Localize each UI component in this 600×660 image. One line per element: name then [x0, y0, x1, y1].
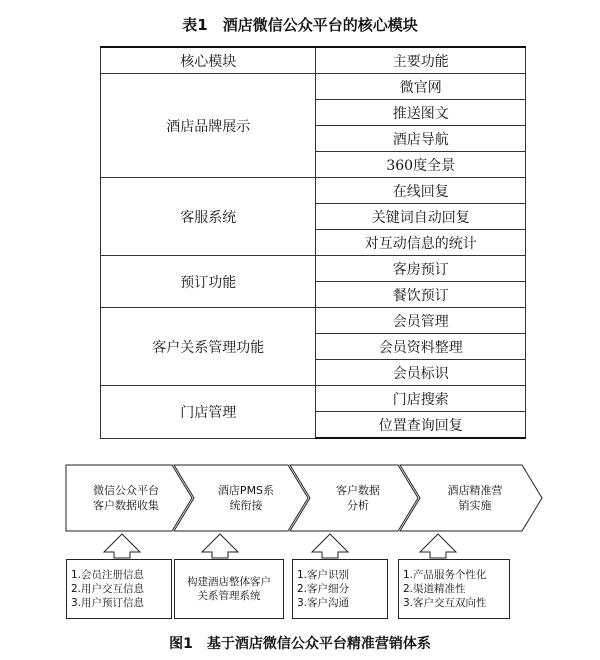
table-header-row [101, 47, 526, 74]
table-title: 表1 酒店微信公众平台的核心模块 [182, 16, 418, 34]
detail-box-2: 构建酒店整体客户 关系管理系统 [174, 559, 284, 619]
up-arrow-4 [420, 534, 456, 558]
function-cell: 在线回复 [316, 178, 526, 204]
function-cell: 360度全景 [316, 152, 526, 178]
function-cell: 会员管理 [316, 308, 526, 334]
stage-label-3: 客户数据 分析 [336, 484, 380, 512]
function-cell: 关键词自动回复 [316, 204, 526, 230]
function-cell: 酒店导航 [316, 126, 526, 152]
marketing-system-diagram [60, 462, 560, 627]
up-arrow-1 [104, 534, 140, 558]
module-cell: 预订功能 [101, 256, 316, 308]
table-row [101, 178, 526, 204]
function-cell: 客房预订 [316, 256, 526, 282]
function-cell: 微官网 [316, 74, 526, 100]
function-cell: 会员标识 [316, 360, 526, 386]
detail-box-3: 1.客户识别 2.客户细分 3.客户沟通 [292, 559, 388, 619]
stage-label-2: 酒店PMS系 统衔接 [217, 484, 275, 512]
function-cell: 会员资料整理 [316, 334, 526, 360]
function-cell: 推送图文 [316, 100, 526, 126]
header-module: 核心模块 [101, 47, 316, 74]
stage-label-4: 酒店精准营 销实施 [447, 484, 503, 512]
table-row [101, 386, 526, 412]
figure-caption: 图1 基于酒店微信公众平台精准营销体系 [169, 636, 431, 652]
module-cell: 客服系统 [101, 178, 316, 256]
function-cell: 对互动信息的统计 [316, 230, 526, 256]
table-row [101, 308, 526, 334]
function-cell: 餐饮预订 [316, 282, 526, 308]
stage-label-1: 微信公众平台 客户数据收集 [93, 484, 159, 512]
up-arrow-3 [312, 534, 348, 558]
table-row [101, 74, 526, 100]
table-row [101, 256, 526, 282]
module-cell: 客户关系管理功能 [101, 308, 316, 386]
function-cell: 位置查询回复 [316, 412, 526, 439]
up-arrow-2 [202, 534, 238, 558]
module-cell: 酒店品牌展示 [101, 74, 316, 178]
module-cell: 门店管理 [101, 386, 316, 439]
detail-box-4: 1.产品服务个性化 2.渠道精准性 3.客户交互双向性 [398, 559, 510, 619]
header-functions: 主要功能 [316, 47, 526, 74]
detail-box-1: 1.会员注册信息 2.用户交互信息 3.用户预订信息 [66, 559, 172, 619]
function-cell: 门店搜索 [316, 386, 526, 412]
core-modules-table [100, 46, 526, 439]
